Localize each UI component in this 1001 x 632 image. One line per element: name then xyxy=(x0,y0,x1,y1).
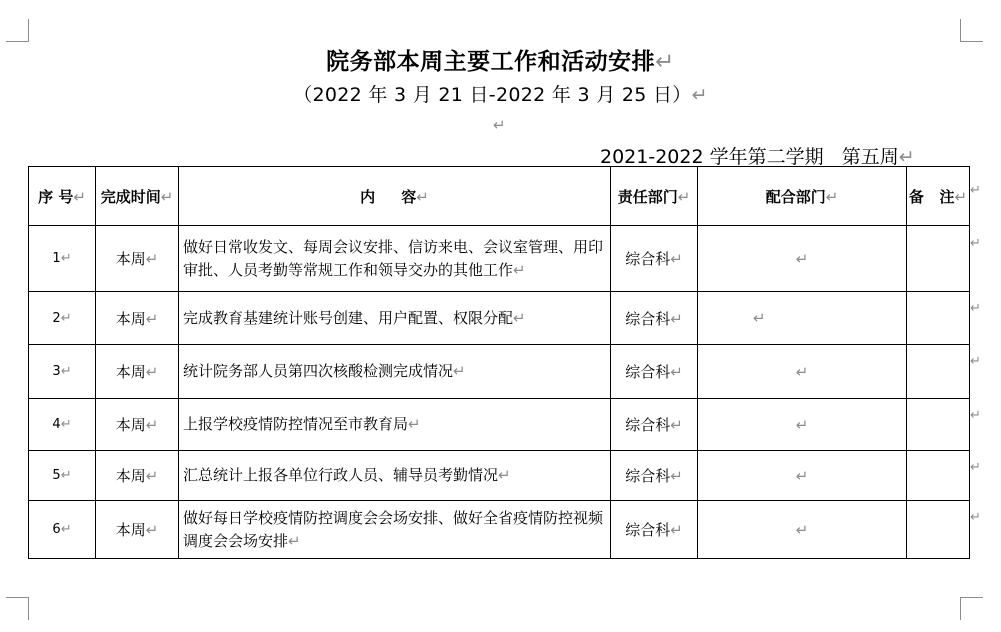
row-end-mark-icon: ↵ xyxy=(970,408,981,423)
cell-coop[interactable]: ↵ xyxy=(698,345,907,399)
header-content[interactable]: 内 容↵ xyxy=(179,167,611,226)
cell-seq[interactable]: 4↵ xyxy=(29,399,96,451)
cell-note[interactable] xyxy=(907,501,970,559)
paragraph-mark-icon: ↵ xyxy=(898,146,915,168)
cell-content[interactable]: 上报学校疫情防控情况至市教育局↵ xyxy=(179,399,611,451)
table-row xyxy=(29,226,970,292)
cell-seq[interactable]: 6↵ xyxy=(29,501,96,559)
cell-coop[interactable]: ↵ xyxy=(698,501,907,559)
cell-content[interactable]: 做好日常收发文、每周会议安排、信访来电、会议室管理、用印审批、人员考勤等常规工作和领导交办的其他工作↵ xyxy=(179,226,611,292)
table-row xyxy=(29,399,970,451)
table-header-row xyxy=(29,167,970,226)
header-time[interactable]: 完成时间↵ xyxy=(96,167,179,226)
cell-content[interactable]: 完成教育基建统计账号创建、用户配置、权限分配↵ xyxy=(179,292,611,345)
cell-dept[interactable]: 综合科↵ xyxy=(611,501,698,559)
cell-note[interactable] xyxy=(907,451,970,501)
term-line[interactable]: 2021-2022 学年第二学期 第五周↵ xyxy=(600,146,915,168)
page-corner-mark xyxy=(960,19,983,42)
cell-dept[interactable]: 综合科↵ xyxy=(611,399,698,451)
cell-time[interactable]: 本周↵ xyxy=(96,292,179,345)
cell-coop[interactable]: ↵ xyxy=(698,399,907,451)
header-dept[interactable]: 责任部门↵ xyxy=(611,167,698,226)
cell-content[interactable]: 做好每日学校疫情防控调度会会场安排、做好全省疫情防控视频调度会会场安排↵ xyxy=(179,501,611,559)
cell-dept[interactable]: 综合科↵ xyxy=(611,345,698,399)
row-end-mark-icon: ↵ xyxy=(970,510,981,525)
table-row xyxy=(29,451,970,501)
cell-time[interactable]: 本周↵ xyxy=(96,345,179,399)
cell-dept[interactable]: 综合科↵ xyxy=(611,451,698,501)
row-end-mark-icon: ↵ xyxy=(970,236,981,251)
document-subtitle[interactable]: （2022 年 3 月 21 日-2022 年 3 月 25 日）↵ xyxy=(293,84,708,106)
row-end-mark-icon: ↵ xyxy=(970,460,981,475)
cell-note[interactable] xyxy=(907,226,970,292)
cell-seq[interactable]: 3↵ xyxy=(29,345,96,399)
cell-seq[interactable]: 1↵ xyxy=(29,226,96,292)
row-end-mark-icon: ↵ xyxy=(970,301,981,316)
cell-coop[interactable]: ↵ xyxy=(698,226,907,292)
cell-coop[interactable]: ↵ xyxy=(698,292,907,345)
table-row xyxy=(29,501,970,559)
cell-seq[interactable]: 5↵ xyxy=(29,451,96,501)
header-coop[interactable]: 配合部门↵ xyxy=(698,167,907,226)
cell-note[interactable] xyxy=(907,399,970,451)
cell-note[interactable] xyxy=(907,345,970,399)
cell-seq[interactable]: 2↵ xyxy=(29,292,96,345)
document-title[interactable]: 院务部本周主要工作和活动安排↵ xyxy=(326,49,675,75)
header-seq[interactable]: 序 号↵ xyxy=(29,167,96,226)
cell-time[interactable]: 本周↵ xyxy=(96,226,179,292)
row-end-mark-icon: ↵ xyxy=(970,183,981,198)
header-note[interactable]: 备 注↵ xyxy=(907,167,970,226)
empty-paragraph-mark-icon: ↵ xyxy=(493,116,506,134)
cell-content[interactable]: 汇总统计上报各单位行政人员、辅导员考勤情况↵ xyxy=(179,451,611,501)
page-corner-mark xyxy=(6,597,29,620)
cell-dept[interactable]: 综合科↵ xyxy=(611,226,698,292)
table-row xyxy=(29,345,970,399)
cell-coop[interactable]: ↵ xyxy=(698,451,907,501)
table-row xyxy=(29,292,970,345)
row-end-mark-icon: ↵ xyxy=(970,354,981,369)
cell-time[interactable]: 本周↵ xyxy=(96,501,179,559)
schedule-table xyxy=(28,166,970,559)
page-corner-mark xyxy=(6,19,29,42)
cell-time[interactable]: 本周↵ xyxy=(96,451,179,501)
cell-content[interactable]: 统计院务部人员第四次核酸检测完成情况↵ xyxy=(179,345,611,399)
cell-note[interactable] xyxy=(907,292,970,345)
cell-time[interactable]: 本周↵ xyxy=(96,399,179,451)
page-corner-mark xyxy=(960,597,983,620)
paragraph-mark-icon: ↵ xyxy=(691,84,708,106)
paragraph-mark-icon: ↵ xyxy=(655,49,675,75)
cell-dept[interactable]: 综合科↵ xyxy=(611,292,698,345)
